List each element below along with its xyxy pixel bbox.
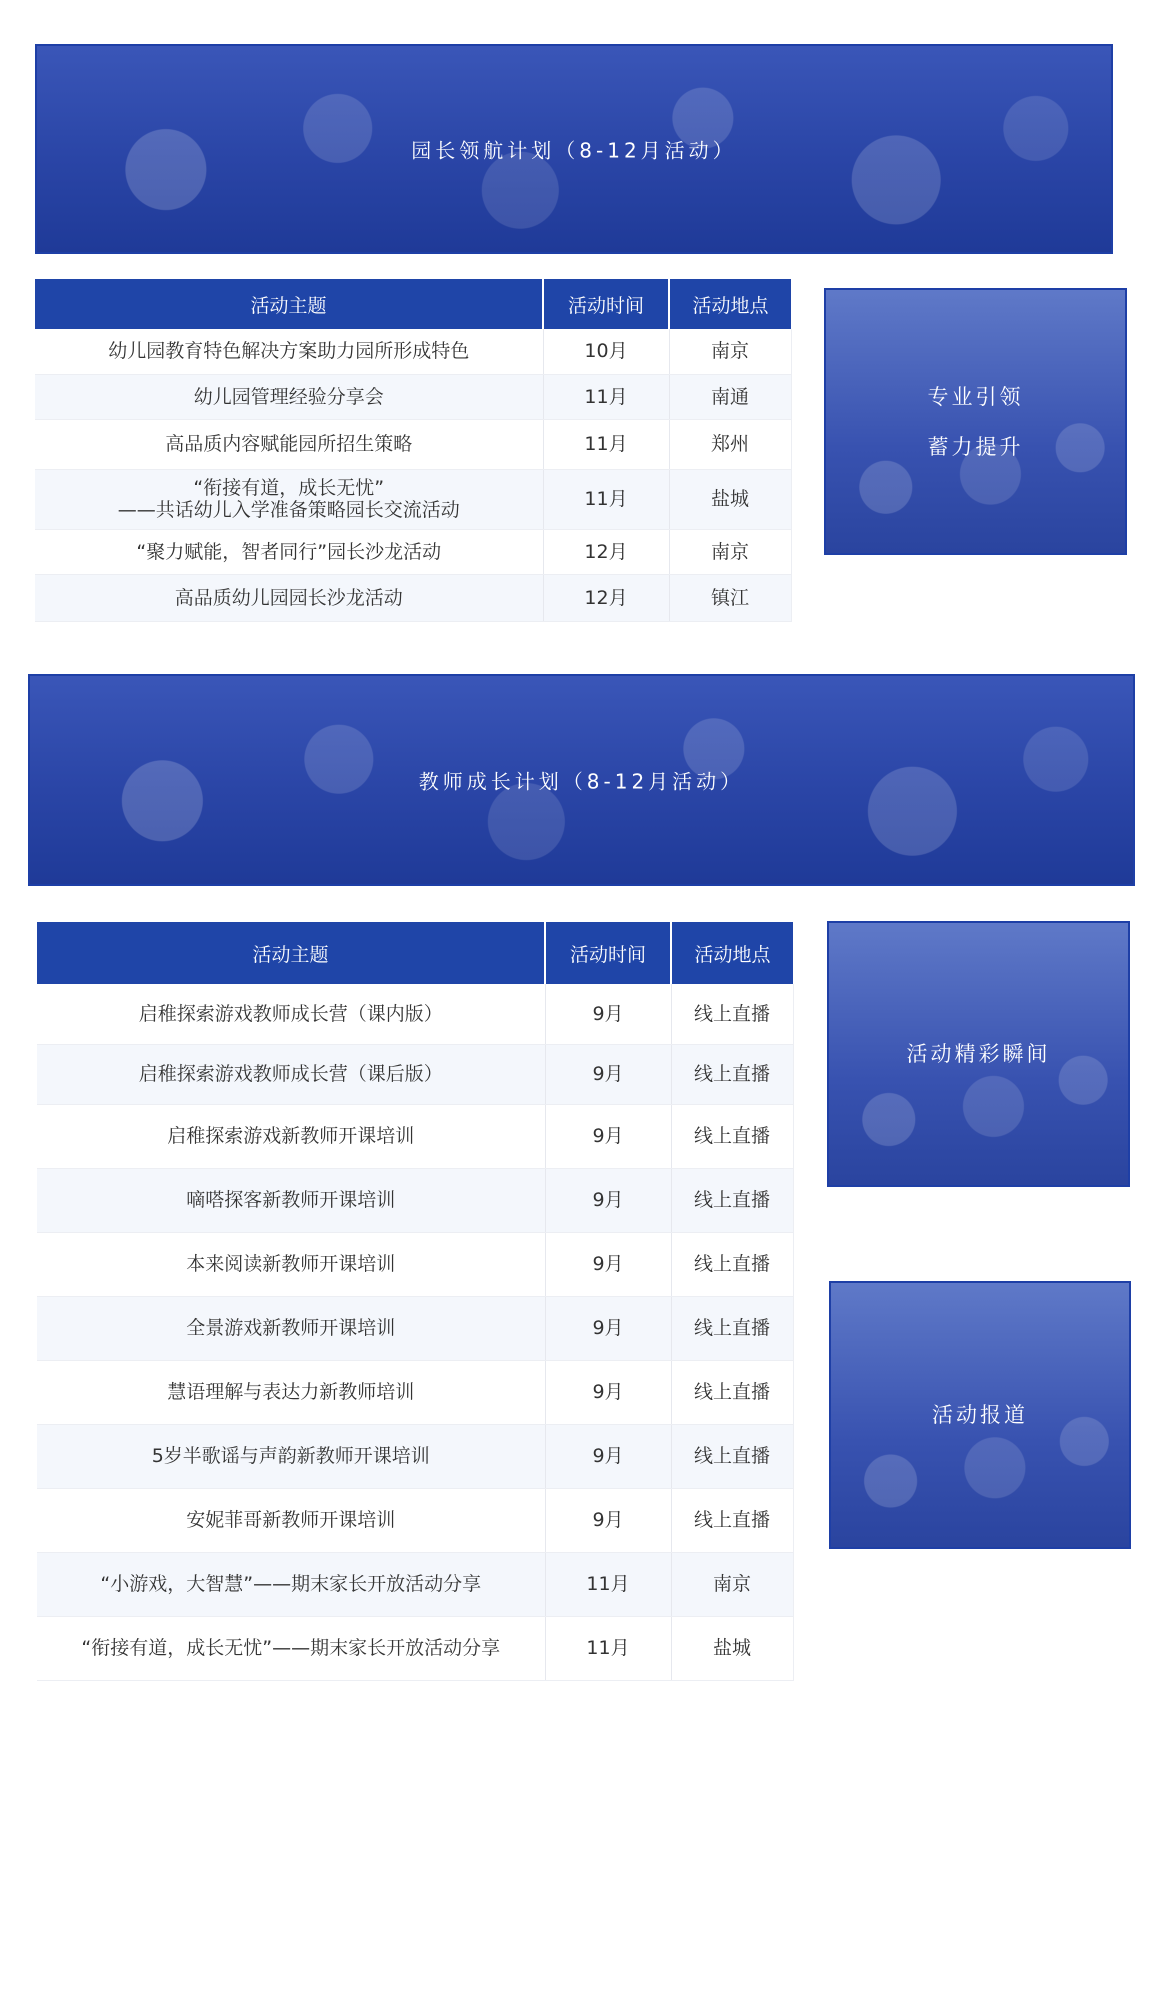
cell-topic: 高品质内容赋能园所招生策略 — [35, 419, 543, 469]
table-row — [37, 1552, 793, 1616]
photo-caption: 活动精彩瞬间 — [906, 1042, 1051, 1066]
cell-topic: 启稚探索游戏新教师开课培训 — [37, 1104, 545, 1168]
photo-caption-line2: 蓄力提升 — [927, 434, 1024, 459]
banner-teacher-plan — [28, 674, 1135, 886]
photo-activity-report — [829, 1281, 1131, 1549]
cell-place: 线上直播 — [671, 1232, 793, 1296]
cell-place: 南通 — [669, 374, 791, 419]
cell-place: 线上直播 — [671, 1488, 793, 1552]
table-row — [37, 1044, 793, 1104]
table-row — [35, 529, 791, 574]
cell-topic: 高品质幼儿园园长沙龙活动 — [35, 574, 543, 621]
cell-time: 11月 — [543, 419, 669, 469]
cell-place: 盐城 — [669, 469, 791, 529]
cell-topic: 幼儿园教育特色解决方案助力园所形成特色 — [35, 329, 543, 374]
cell-time: 12月 — [543, 529, 669, 574]
table-row — [37, 984, 793, 1044]
cell-topic: 全景游戏新教师开课培训 — [37, 1296, 545, 1360]
header-place: 活动地点 — [669, 279, 791, 329]
cell-place: 线上直播 — [671, 1044, 793, 1104]
cell-place: 南京 — [669, 329, 791, 374]
cell-time: 9月 — [545, 1424, 671, 1488]
cell-topic: 嘀嗒探客新教师开课培训 — [37, 1168, 545, 1232]
cell-place: 镇江 — [669, 574, 791, 621]
photo-caption — [826, 372, 1125, 472]
banner-title: 园长领航计划（8-12月活动） — [411, 138, 737, 163]
cell-place: 线上直播 — [671, 1360, 793, 1424]
cell-topic: 慧语理解与表达力新教师培训 — [37, 1360, 545, 1424]
cell-place: 盐城 — [671, 1616, 793, 1680]
cell-topic: 5岁半歌谣与声韵新教师开课培训 — [37, 1424, 545, 1488]
table-row — [35, 469, 791, 529]
cell-time: 11月 — [545, 1552, 671, 1616]
table-row — [35, 574, 791, 621]
table-row — [37, 1360, 793, 1424]
cell-topic: “聚力赋能，智者同行”园长沙龙活动 — [35, 529, 543, 574]
cell-place: 南京 — [669, 529, 791, 574]
cell-place: 线上直播 — [671, 1104, 793, 1168]
table-row — [37, 1488, 793, 1552]
header-time: 活动时间 — [545, 922, 671, 984]
cell-time: 12月 — [543, 574, 669, 621]
photo-caption: 活动报道 — [932, 1403, 1028, 1427]
cell-time: 9月 — [545, 1232, 671, 1296]
cell-time: 11月 — [545, 1616, 671, 1680]
photo-activity-highlights — [827, 921, 1130, 1187]
teacher-activity-table — [37, 922, 794, 1681]
cell-time: 9月 — [545, 1044, 671, 1104]
photo-caption-line1: 专业引领 — [927, 384, 1024, 409]
table-row — [37, 1296, 793, 1360]
table-header-row — [37, 922, 793, 984]
cell-place: 南京 — [671, 1552, 793, 1616]
cell-time: 11月 — [543, 469, 669, 529]
cell-time: 9月 — [545, 1168, 671, 1232]
cell-topic-line1: “衔接有道，成长无忧” — [193, 477, 385, 499]
table-row — [37, 1232, 793, 1296]
cell-place: 线上直播 — [671, 1424, 793, 1488]
cell-topic: 安妮菲哥新教师开课培训 — [37, 1488, 545, 1552]
cell-place: 线上直播 — [671, 1168, 793, 1232]
table-row — [35, 329, 791, 374]
cell-place: 线上直播 — [671, 1296, 793, 1360]
cell-topic: 幼儿园管理经验分享会 — [35, 374, 543, 419]
cell-time: 11月 — [543, 374, 669, 419]
table-row — [35, 374, 791, 419]
cell-place: 线上直播 — [671, 984, 793, 1044]
cell-topic-line2: ——共话幼儿入学准备策略园长交流活动 — [117, 499, 460, 521]
table-header-row — [35, 279, 791, 329]
cell-time: 9月 — [545, 1104, 671, 1168]
principal-activity-table — [35, 279, 792, 622]
table-row — [35, 419, 791, 469]
cell-topic — [35, 469, 543, 529]
cell-topic: 启稚探索游戏教师成长营（课后版） — [37, 1044, 545, 1104]
cell-time: 9月 — [545, 984, 671, 1044]
photo-professional-lead — [824, 288, 1127, 555]
cell-topic: 本来阅读新教师开课培训 — [37, 1232, 545, 1296]
cell-time: 9月 — [545, 1488, 671, 1552]
table-row — [37, 1168, 793, 1232]
header-topic: 活动主题 — [37, 922, 545, 984]
cell-time: 9月 — [545, 1296, 671, 1360]
banner-title: 教师成长计划（8-12月活动） — [418, 769, 745, 794]
table-row — [37, 1424, 793, 1488]
cell-time: 9月 — [545, 1360, 671, 1424]
cell-place: 郑州 — [669, 419, 791, 469]
cell-topic: 启稚探索游戏教师成长营（课内版） — [37, 984, 545, 1044]
table-row — [37, 1616, 793, 1680]
banner-principal-plan — [35, 44, 1113, 254]
header-place: 活动地点 — [671, 922, 793, 984]
header-topic: 活动主题 — [35, 279, 543, 329]
cell-topic: “衔接有道，成长无忧”——期末家长开放活动分享 — [37, 1616, 545, 1680]
cell-time: 10月 — [543, 329, 669, 374]
table-row — [37, 1104, 793, 1168]
header-time: 活动时间 — [543, 279, 669, 329]
cell-topic: “小游戏，大智慧”——期末家长开放活动分享 — [37, 1552, 545, 1616]
